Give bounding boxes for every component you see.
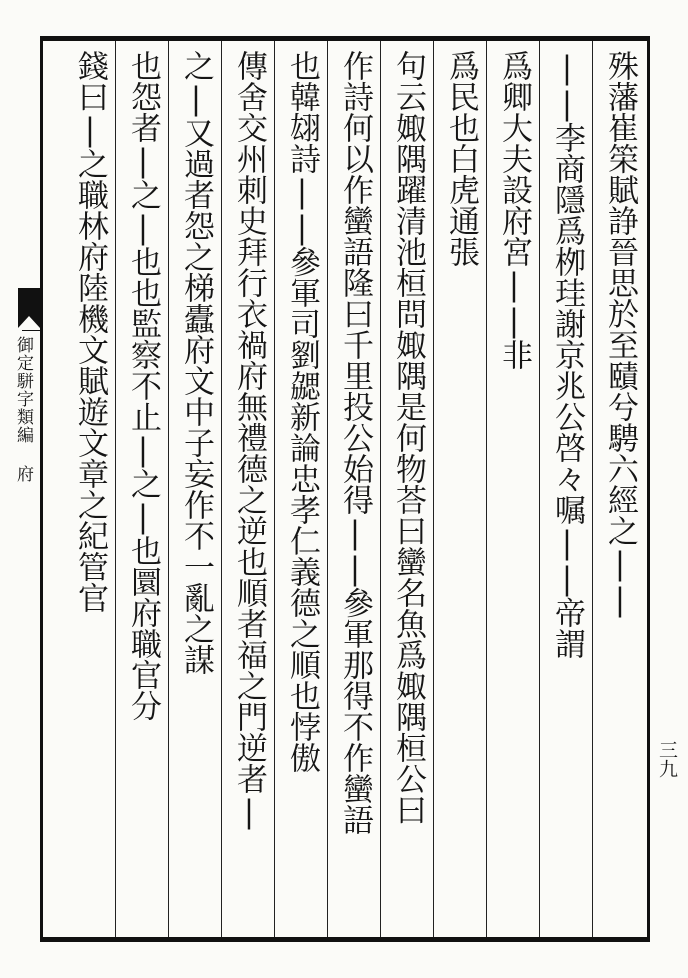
text-column-4: 爲民也白虎通張 [443, 50, 479, 267]
side-title: 御定駢字類編 府 [13, 336, 33, 483]
text-column-11: 錢曰|之職林府陸機文賦遊文章之紀管官 [72, 50, 108, 613]
text-column-6: 作詩何以作蠻語隆曰千里投公始得||參軍那得不作蠻語 [337, 50, 373, 835]
page-number: 三九 [656, 740, 678, 778]
text-column-9: 之|又過者怨之梯蠹府文中子妄作不一亂之謀 [178, 50, 214, 675]
text-column-8: 傳舍交州刺史拜行衣禍府無禮德之逆也順者福之門逆者| [231, 50, 267, 830]
fishtail-mark-icon [18, 288, 40, 328]
text-column-5: 句云娵隅躍清池桓問娵隅是何物荅曰蠻名魚爲娵隅桓公曰 [390, 50, 426, 825]
left-margin [0, 0, 40, 978]
text-column-7: 也韓翃詩||參軍司劉勰新論忠孝仁義德之順也悖傲 [284, 50, 320, 773]
text-column-1: 殊藩崔筞賦諍晉思於至賾兮騁六經之|| [602, 50, 638, 618]
fishtail-rule [22, 330, 40, 331]
text-column-2: ||李商隱爲栁珪謝京兆公啓々嘱||帝謂 [549, 50, 585, 659]
text-column-10: 也怨者|之|也也監察不止|之|也圜府職官分 [125, 50, 161, 721]
text-column-3: 爲卿大夫設府宮||非 [496, 50, 532, 370]
